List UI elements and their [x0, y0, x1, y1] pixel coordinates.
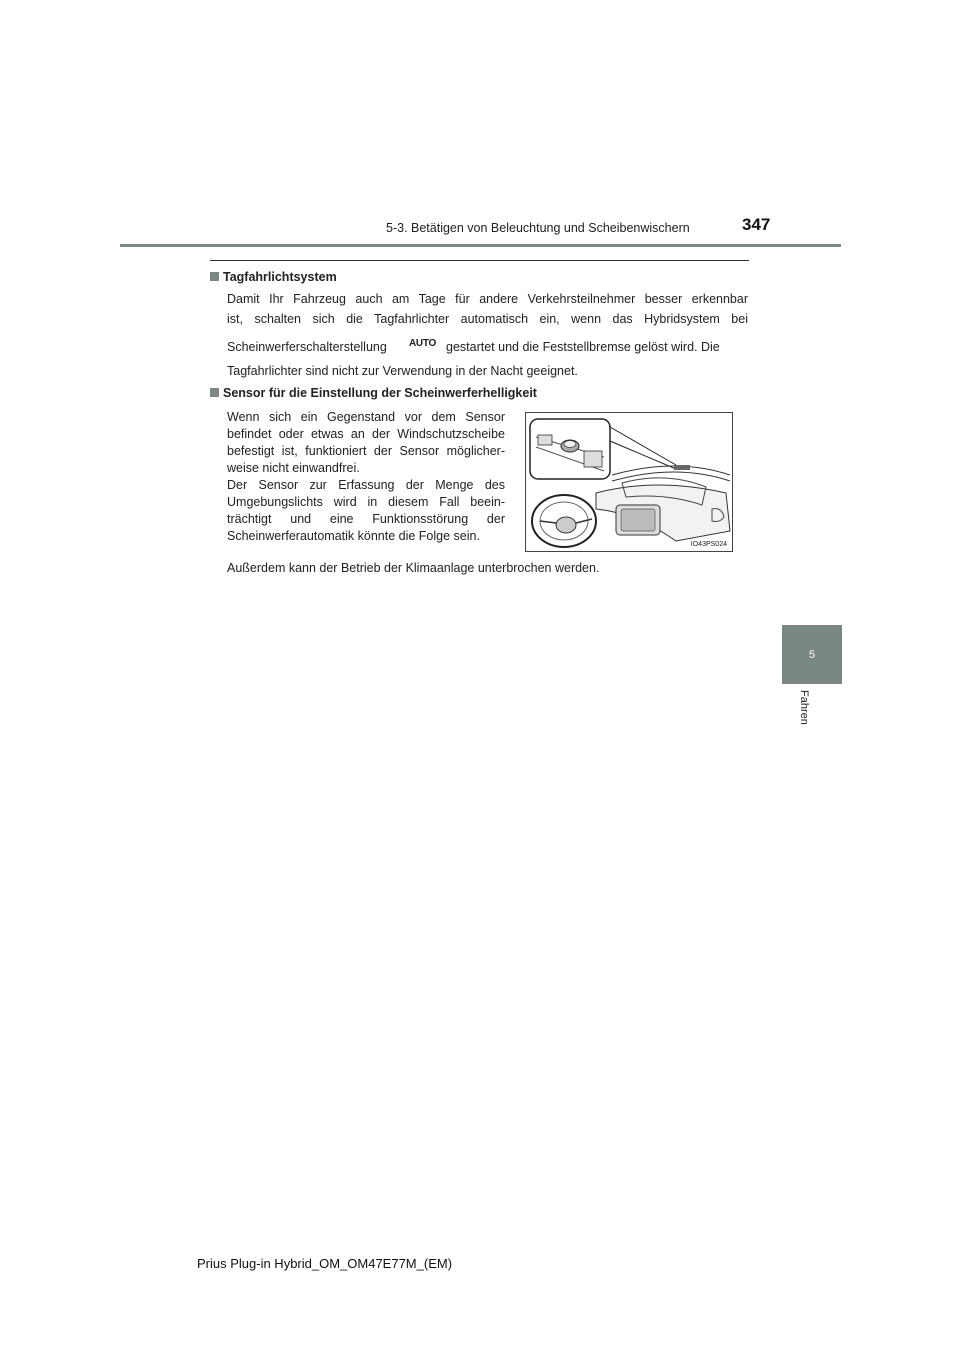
text-line: Scheinwerferautomatik könnte die Folge sein. [227, 529, 480, 543]
paragraph-line: ist, schalten sich die Tagfahrlichter automatisch ein, wenn das Hybridsystem bei [227, 312, 748, 326]
sensor-illustration [525, 412, 733, 552]
footer-model-code: Prius Plug-in Hybrid_OM_OM47E77M_(EM) [197, 1256, 453, 1271]
bullet-square-icon [210, 272, 219, 281]
header-divider [120, 244, 841, 247]
text-line: Der Sensor zur Erfassung der Menge des [227, 478, 505, 492]
section-title: 5-3. Betätigen von Beleuchtung und Scheibenwischern [386, 221, 690, 235]
content-divider [210, 260, 749, 261]
text-line: weise nicht einwandfrei. [227, 461, 360, 475]
paragraph-line: Damit Ihr Fahrzeug auch am Tage für andere Verkehrsteilnehmer besser erkennbar [227, 292, 748, 306]
page-number: 347 [742, 215, 771, 234]
heading-text: Sensor für die Einstellung der Scheinwerferhelligkeit [223, 386, 537, 400]
chapter-number: 5 [808, 648, 816, 661]
chapter-tab[interactable] [782, 625, 842, 684]
paragraph-line: Scheinwerferschalterstellung [227, 340, 387, 354]
text-line: befindet oder etwas an der Windschutzscheibe [227, 427, 505, 441]
paragraph-line: Tagfahrlichter sind nicht zur Verwendung in der Nacht geeignet. [227, 364, 578, 378]
text-line: Umgebungslichts wird in diesem Fall beein- [227, 495, 505, 509]
dashboard-sensor-drawing [526, 413, 732, 551]
paragraph-line: gestartet und die Feststellbremse gelöst wird. Die [446, 340, 720, 354]
figure-code: IO43PS024 [690, 541, 727, 548]
paragraph-line: Außerdem kann der Betrieb der Klimaanlage unterbrochen werden. [227, 561, 600, 575]
heading-sensor [210, 386, 537, 400]
auto-switch-icon: AUTO [409, 338, 436, 349]
heading-tagfahrlicht [210, 270, 337, 284]
heading-text: Tagfahrlichtsystem [223, 270, 337, 284]
bullet-square-icon [210, 388, 219, 397]
chapter-label: Fahren [798, 690, 810, 725]
text-line: Wenn sich ein Gegenstand vor dem Sensor [227, 410, 505, 424]
text-line: befestigt ist, funktioniert der Sensor möglicher- [227, 444, 505, 458]
sensor-description [227, 409, 505, 545]
text-line: trächtigt und eine Funktionsstörung der [227, 512, 505, 526]
